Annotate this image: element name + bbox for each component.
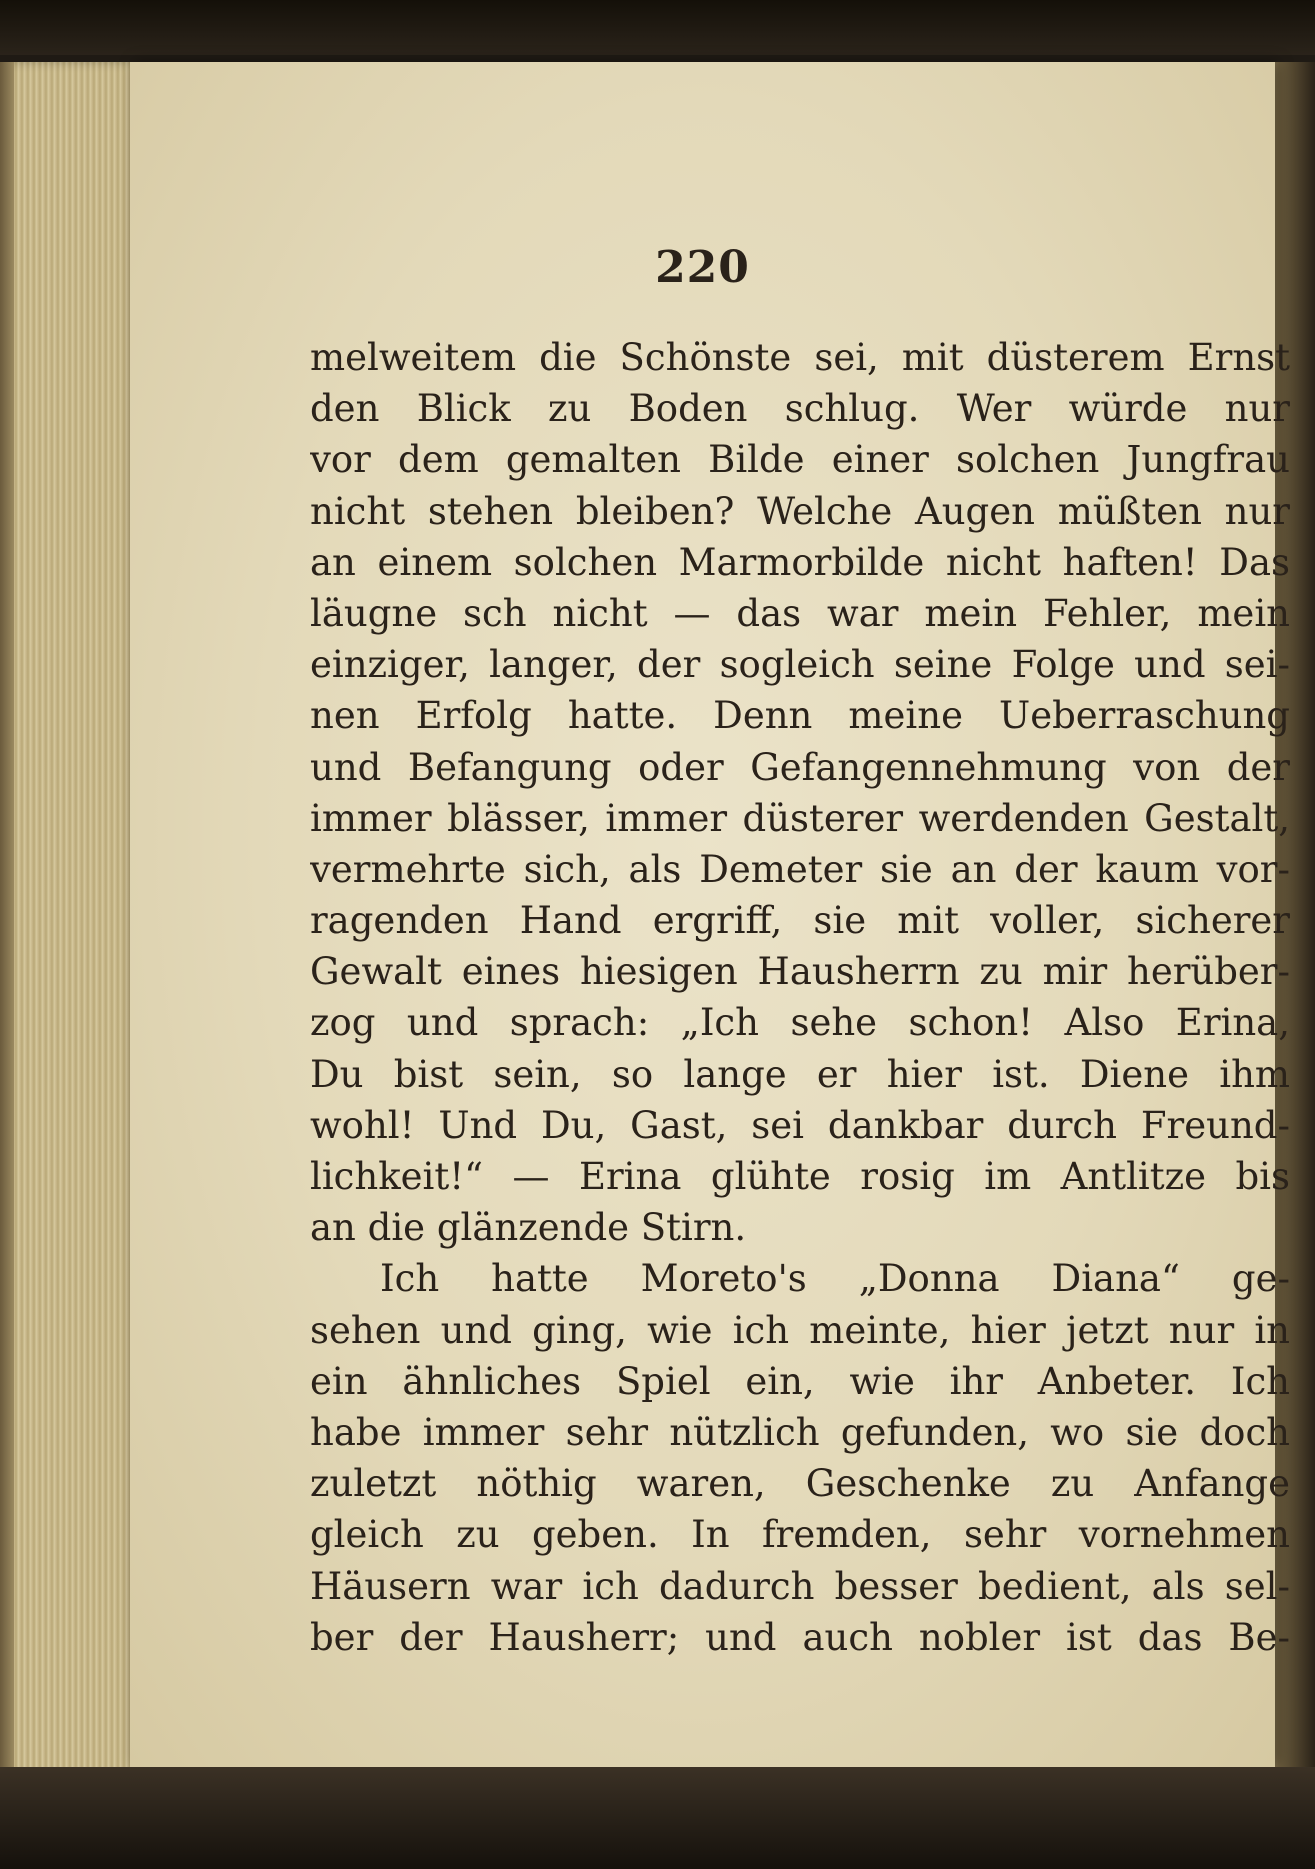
text-line: nicht stehen bleiben? Welche Augen müßten nur bbox=[310, 489, 1290, 533]
text-line: den Blick zu Boden schlug. Wer würde nur bbox=[310, 387, 1290, 431]
text-line: Häusern war ich dadurch besser bedient, als sel- bbox=[310, 1564, 1290, 1608]
text-line: vor dem gemalten Bilde einer solchen Jungfrau bbox=[310, 438, 1290, 482]
text-line: habe immer sehr nützlich gefunden, wo sie doch bbox=[310, 1410, 1290, 1454]
text-line: gleich zu geben. In fremden, sehr vornehmen bbox=[310, 1513, 1290, 1557]
text-line: Du bist sein, so lange er hier ist. Diene ihm bbox=[310, 1052, 1290, 1096]
text-line: an die glänzende Stirn. bbox=[310, 1206, 747, 1250]
text-line: sehen und ging, wie ich meinte, hier jetzt nur in bbox=[310, 1308, 1290, 1352]
text-line: zog und sprach: „Ich sehe schon! Also Erina, bbox=[310, 1001, 1290, 1045]
text-line: Ich hatte Moreto's „Donna Diana“ ge- bbox=[380, 1257, 1290, 1301]
text-line: wohl! Und Du, Gast, sei dankbar durch Freund- bbox=[310, 1103, 1290, 1147]
text-line: einziger, langer, der sogleich seine Folge und sei- bbox=[310, 643, 1290, 687]
book-cover-bottom bbox=[0, 1767, 1315, 1869]
book-spine-top bbox=[0, 0, 1315, 55]
text-line: ein ähnliches Spiel ein, wie ihr Anbeter. Ich bbox=[310, 1359, 1290, 1403]
cover-rim bbox=[0, 62, 14, 1782]
page-number: 220 bbox=[655, 242, 750, 293]
text-line: ber der Hausherr; und auch nobler ist das Be- bbox=[310, 1615, 1290, 1659]
text-line: zuletzt nöthig waren, Geschenke zu Anfange bbox=[310, 1462, 1290, 1506]
text-line: lichkeit!“ — Erina glühte rosig im Antlitze bis bbox=[310, 1155, 1290, 1198]
text-line: immer blässer, immer düsterer werdenden Gestalt, bbox=[310, 796, 1290, 840]
text-line: läugne sch nicht — das war mein Fehler, mein bbox=[310, 591, 1290, 635]
text-line: vermehrte sich, als Demeter sie an der kaum vor- bbox=[310, 847, 1290, 891]
text-line: Gewalt eines hiesigen Hausherrn zu mir herüber- bbox=[310, 950, 1290, 994]
text-line: melweitem die Schönste sei, mit düsterem Ernst bbox=[310, 336, 1290, 379]
text-line: ragenden Hand ergriff, sie mit voller, sicherer bbox=[310, 899, 1290, 943]
book-page bbox=[130, 62, 1290, 1767]
page-edges bbox=[0, 62, 140, 1782]
body-text bbox=[310, 332, 1290, 1663]
text-line: an einem solchen Marmorbilde nicht haften! Das bbox=[310, 540, 1290, 584]
text-line: und Befangung oder Gefangennehmung von der bbox=[310, 745, 1290, 789]
text-line: nen Erfolg hatte. Denn meine Ueberraschung bbox=[310, 694, 1290, 738]
